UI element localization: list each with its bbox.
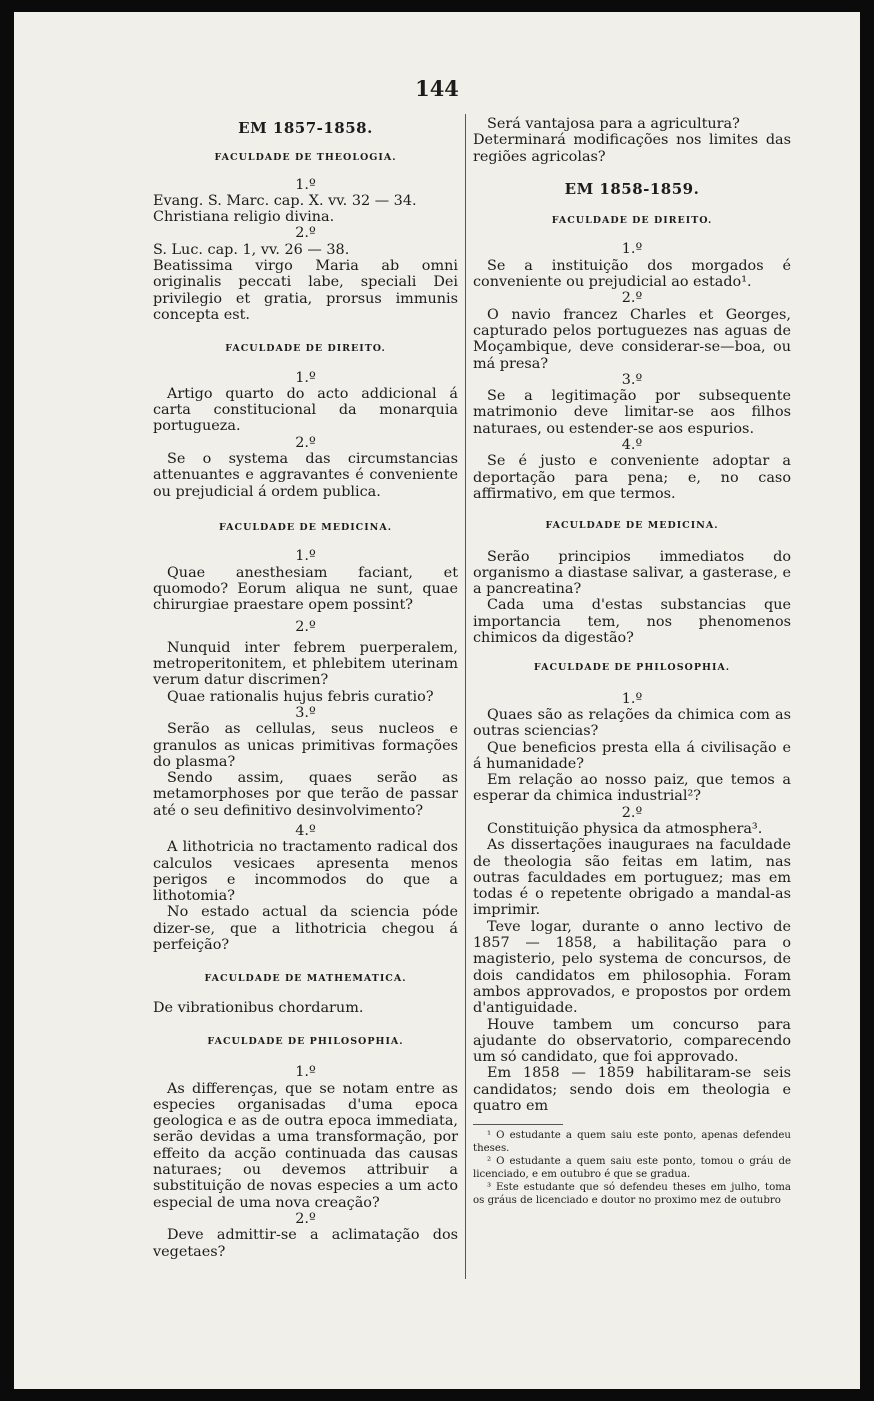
item-number: 2.º	[621, 290, 643, 307]
thesis-text: De vibrationibus chordarum.	[153, 999, 364, 1016]
body-paragraph: Teve logar, durante o anno lectivo de 1857 — 1858, a habilitação para o magisterio, pelo systema de concursos, de dois candidatos em philosophia. Foram ambos approvados, e propostos por ordem d'antiguidade.	[473, 918, 791, 1017]
thesis-text: Evang. S. Marc. cap. X. vv. 32 — 34. Christiana religio divina.	[153, 192, 417, 226]
thesis-text: No estado actual da sciencia póde dizer-se, que a lithotricia chegou á perfeição?	[153, 904, 458, 954]
thesis-text: Cada uma d'estas substancias que importancia tem, nos phenomenos chimicos da digestão?	[473, 597, 791, 647]
heading-faculdade-medicina: FACULDADE DE MEDICINA.	[545, 520, 719, 532]
item-number: 1.º	[295, 369, 316, 386]
footnote-rule	[473, 1124, 563, 1125]
item-number: 4.º	[295, 822, 316, 839]
item-number: 1.º	[295, 548, 316, 565]
item-number: 1.º	[295, 1064, 316, 1081]
thesis-text: Constituição physica da atmosphera³.	[487, 820, 763, 837]
thesis-text: Se o systema das circumstancias attenuantes e aggravantes é conveniente ou prejudicial á ordem publica.	[153, 451, 458, 500]
thesis-text: Se a legitimação por subsequente matrimonio deve limitar-se aos filhos naturaes, ou estender-se aos espurios.	[473, 388, 791, 437]
right-column	[473, 116, 791, 1207]
heading-faculdade-philosophia: FACULDADE DE PHILOSOPHIA.	[533, 662, 731, 674]
heading-faculdade-philosophia: FACULDADE DE PHILOSOPHIA.	[207, 1035, 404, 1047]
thesis-text: As differenças, que se notam entre as especies organisadas d'uma epoca geologica e as de outra epoca immediata, serão devidas a uma transformação, por effeito da acção continuada das causas naturaes; ou devemos attribuir a substituição de novas especies a um acto especial de uma nova creação?	[153, 1080, 458, 1211]
section-title-1857: EM 1857-1858.	[238, 119, 373, 137]
thesis-text: Quaes são as relações da chimica com as outras sciencias?	[473, 706, 791, 740]
thesis-text: Se a instituição dos morgados é conveniente ou prejudicial ao estado¹.	[473, 257, 791, 291]
item-number: 2.º	[295, 225, 316, 242]
heading-faculdade-theologia: FACULDADE DE THEOLOGIA.	[214, 152, 397, 164]
footnote: ³ Este estudante que só defendeu theses em julho, toma os gráus de licenciado e doutor no proximo mez de outubro	[473, 1182, 791, 1207]
section-title-1858: EM 1858-1859.	[564, 179, 700, 198]
item-number: 1.º	[621, 241, 643, 258]
thesis-text: A lithotricia no tractamento radical dos calculos vesicaes apresenta menos perigos e incommodos do que a lithotomia?	[153, 839, 458, 905]
thesis-text: Que beneficios presta ella á civilisação e á humanidade?	[473, 739, 791, 772]
heading-faculdade-direito: FACULDADE DE DIREITO.	[551, 215, 713, 227]
thesis-text: Em relação ao nosso paiz, que temos a esperar da chimica industrial²?	[473, 772, 791, 805]
heading-faculdade-direito: FACULDADE DE DIREITO.	[225, 343, 386, 355]
item-number: 2.º	[295, 1210, 316, 1227]
thesis-text: Serão principios immediatos do organismo a diastase salivar, a gasterase, e a pancreatina?	[473, 548, 791, 598]
body-paragraph: As dissertações inauguraes na faculdade de theologia são feitas em latim, nas outras faculdades em portuguez; mas em todas é o repetente obrigado a mandal-as imprimir.	[473, 837, 791, 919]
footnote: ¹ O estudante a quem saiu este ponto, apenas defendeu theses.	[473, 1130, 791, 1155]
thesis-text: Quae rationalis hujus febris curatio?	[167, 688, 434, 705]
item-number: 3.º	[621, 371, 643, 388]
book-page	[14, 12, 860, 1389]
thesis-text: Artigo quarto do acto addicional á carta constitucional da monarquia portugueza.	[153, 385, 458, 435]
column-divider	[465, 114, 466, 1279]
thesis-text: Deve admittir-se a aclimatação dos vegetaes?	[153, 1227, 458, 1260]
item-number: 2.º	[621, 804, 643, 821]
thesis-text: O navio francez Charles et Georges, capturado pelos portuguezes nas aguas de Moçambique, deve considerar-se—boa, ou má presa?	[473, 306, 791, 372]
thesis-text: Será vantajosa para a agricultura? Determinará modificações nos limites das regiões agricolas?	[473, 116, 791, 165]
thesis-text: Nunquid inter febrem puerperalem, metroperitonitem, et phlebitem uterinam verum datur discrimen?	[153, 639, 458, 689]
thesis-text: Se é justo e conveniente adoptar a deportação para pena; e, no caso affirmativo, em que termos.	[473, 453, 791, 502]
thesis-text: Serão as cellulas, seus nucleos e granulos as unicas primitivas formações do plasma?	[153, 721, 458, 770]
item-number: 1.º	[295, 176, 316, 193]
footnote: ² O estudante a quem saiu este ponto, tomou o gráu de licenciado, e em outubro é que se gradua.	[473, 1156, 791, 1181]
item-number: 2.º	[295, 619, 316, 636]
item-number: 4.º	[621, 437, 643, 454]
item-number: 1.º	[621, 690, 643, 707]
thesis-text: Quae anesthesiam faciant, et quomodo? Eorum aliqua ne sunt, quae chirurgiae praestare opem possint?	[153, 564, 458, 614]
page-number: 144	[415, 76, 459, 101]
heading-faculdade-mathematica: FACULDADE DE MATHEMATICA.	[204, 973, 407, 985]
body-paragraph: Em 1858 — 1859 habilitaram-se seis candidatos; sendo dois em theologia e quatro em	[473, 1065, 791, 1115]
item-number: 3.º	[295, 704, 316, 721]
item-number: 2.º	[295, 434, 316, 451]
thesis-text: Sendo assim, quaes serão as metamorphoses por que terão de passar até o seu definitivo desinvolvimento?	[153, 770, 458, 819]
body-paragraph: Houve tambem um concurso para ajudante do observatorio, comparecendo um só candidato, que foi approvado.	[473, 1016, 791, 1066]
left-column	[153, 116, 458, 1260]
heading-faculdade-medicina: FACULDADE DE MEDICINA.	[218, 521, 393, 533]
thesis-text: S. Luc. cap. 1, vv. 26 — 38. Beatissima virgo Maria ab omni originalis peccati labe, speciali Dei privilegio et gratia, prorsus immunis concepta est.	[153, 241, 458, 323]
